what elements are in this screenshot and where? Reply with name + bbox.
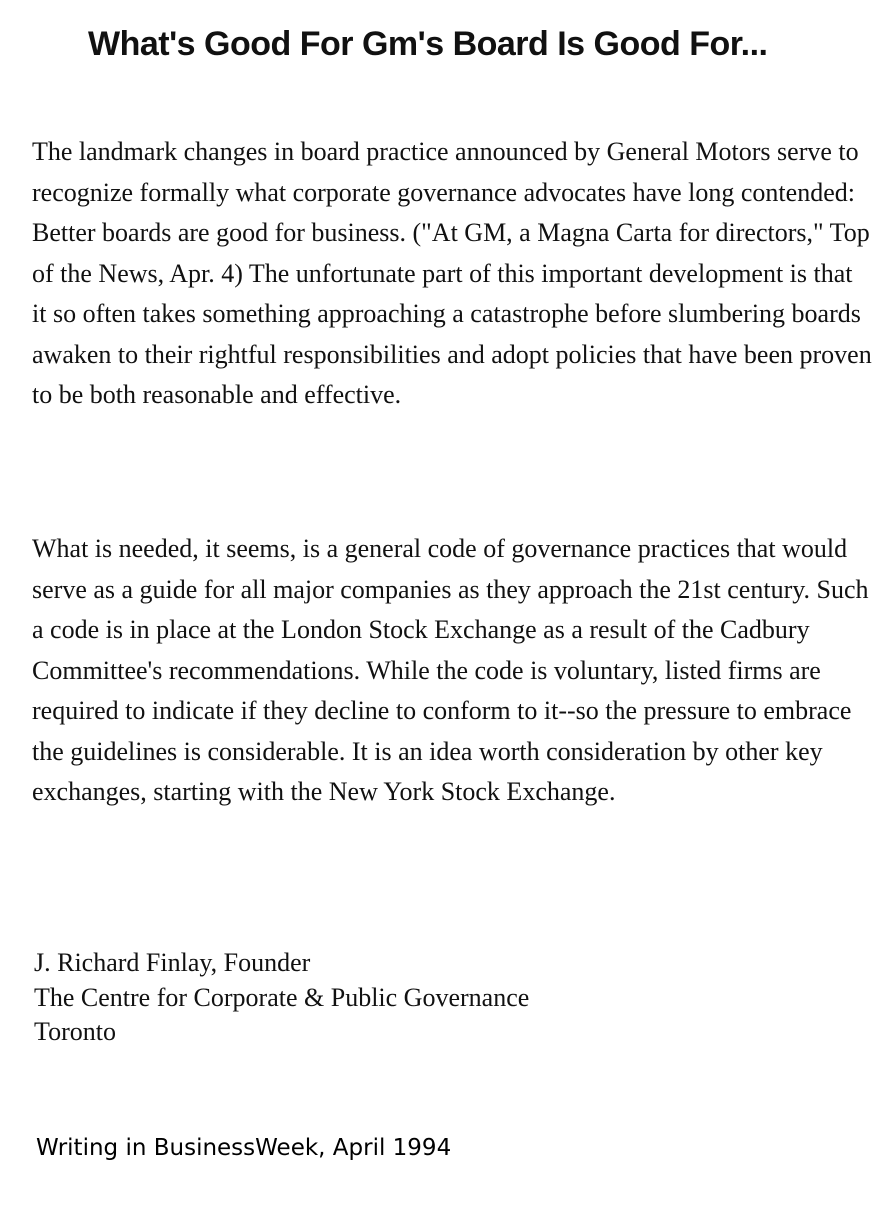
article-paragraph-1: The landmark changes in board practice announced by General Motors serve to recognize formally what corporate governance advocates have long contended: Better boards are good for business. ("At GM, a Magna Carta for directors," Top of the News, Apr. 4) The unfortunate part of this important development is that it so often takes something approaching a catastrophe before slumbering boards awaken to their rightful responsibilities and adopt policies that have been proven to be both reasonable and effective. xyxy=(32,137,872,409)
signature-organization: The Centre for Corporate & Public Governance xyxy=(34,982,530,1012)
signature-city: Toronto xyxy=(34,1017,116,1046)
signature-block xyxy=(34,946,529,1050)
article-paragraph-2: What is needed, it seems, is a general code of governance practices that would serve as a guide for all major companies as they approach the 21st century. Such a code is in place at the London Stock Exchange as a result of the Cadbury Committee's recommendations. While the code is voluntary, listed firms are required to indicate if they decline to conform to it--so the pressure to embrace the guidelines is considerable. It is an idea worth consideration by other key exchanges, starting with the New York Stock Exchange. xyxy=(32,534,869,806)
article-title: What's Good For Gm's Board Is Good For... xyxy=(88,25,768,63)
signature-name: J. Richard Finlay, Founder xyxy=(34,948,311,977)
source-caption: Writing in BusinessWeek, April 1994 xyxy=(36,1135,452,1161)
